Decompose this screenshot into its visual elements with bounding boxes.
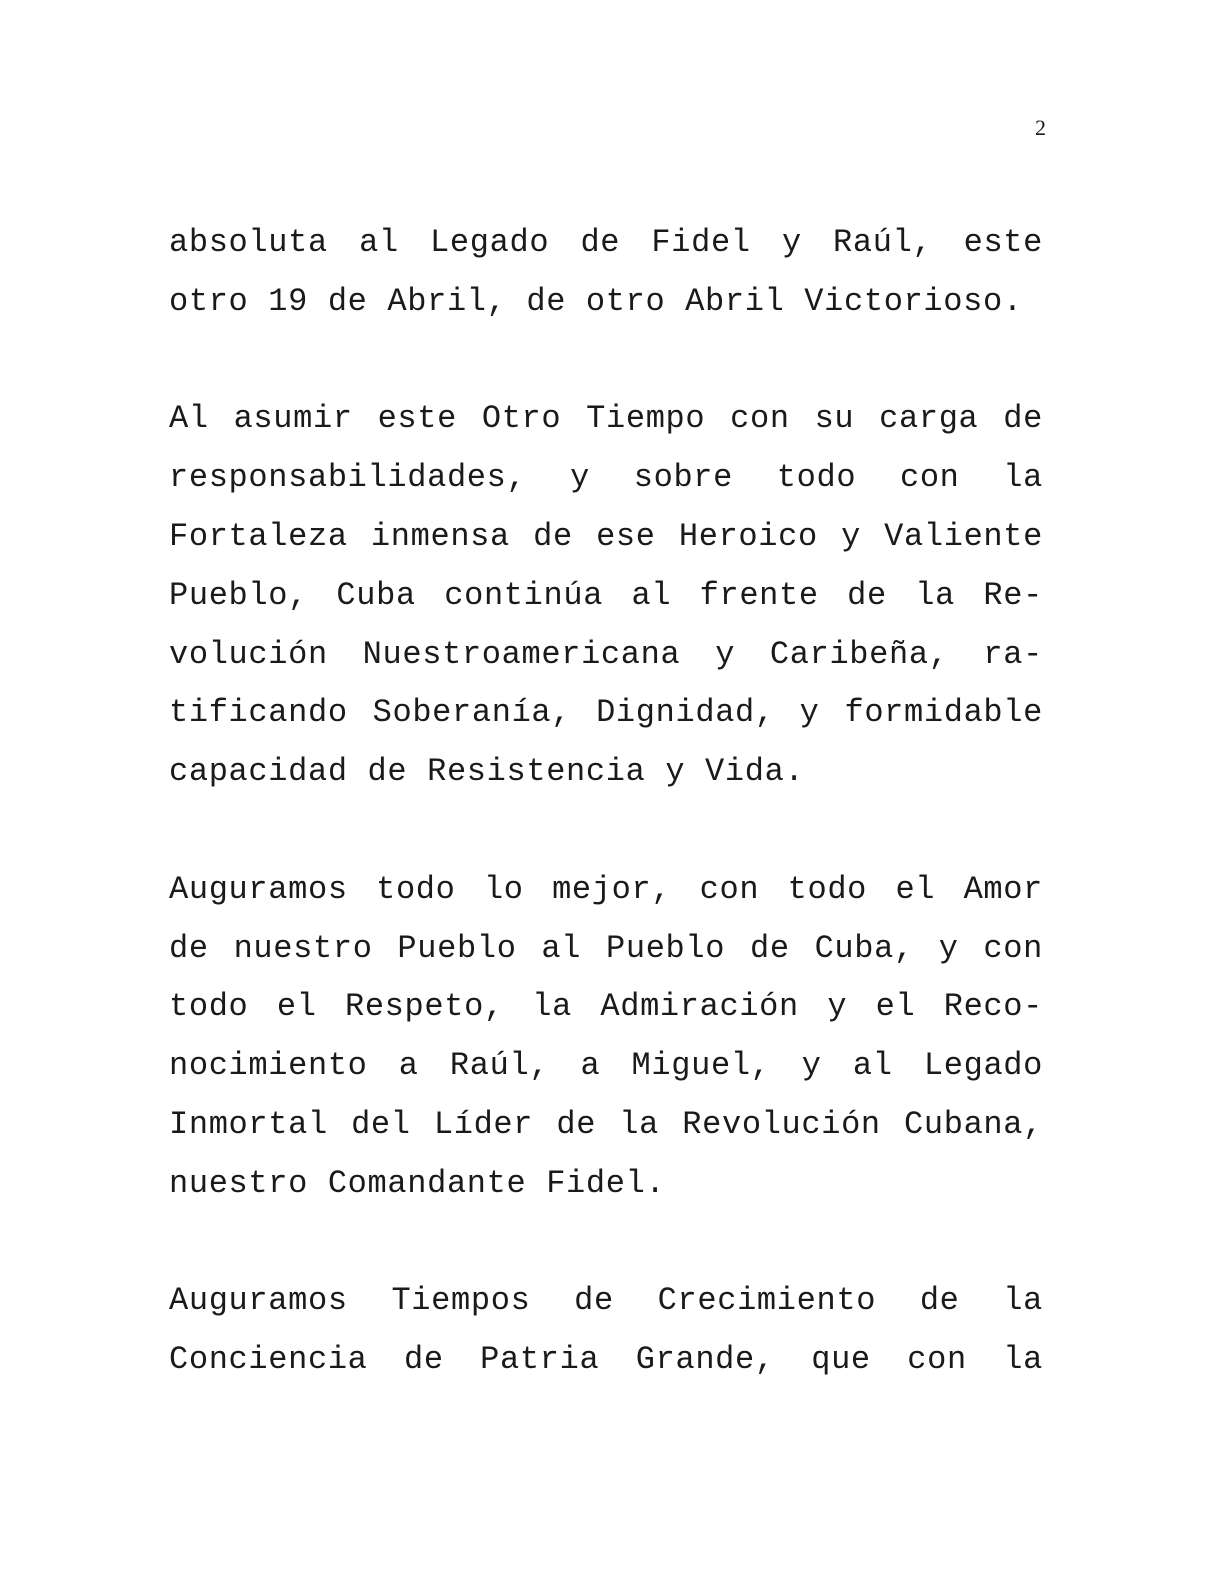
text-line: tificando Soberanía, Dignidad, y formidable [169,694,1043,732]
body-text [169,214,1043,1449]
paragraph-2 [169,390,1043,802]
text-line: todo el Respeto, la Admiración y el Reco- [169,988,1043,1026]
text-line: absoluta al Legado de Fidel y Raúl, este [169,224,1043,261]
text-line: de nuestro Pueblo al Pueblo de Cuba, y con [169,929,1043,967]
text-line: volución Nuestroamericana y Caribeña, ra- [169,635,1043,673]
paragraph-3 [169,861,1043,1214]
page-number: 2 [1035,115,1046,140]
text-line: otro 19 de Abril, de otro Abril Victorioso. [169,282,1023,320]
text-line: Pueblo, Cuba continúa al frente de la Re- [169,576,1043,614]
text-line: nuestro Comandante Fidel. [169,1164,666,1202]
text-line: Conciencia de Patria Grande, que con la [169,1341,1043,1379]
text-line: responsabilidades, y sobre todo con la [169,459,1043,497]
text-line: Fortaleza inmensa de ese Heroico y Valiente [169,517,1043,555]
text-line: nocimiento a Raúl, a Miguel, y al Legado [169,1047,1043,1085]
text-line: Auguramos todo lo mejor, con todo el Amor [169,870,1043,908]
text-line: Inmortal del Líder de la Revolución Cubana, [169,1105,1043,1143]
text-line: capacidad de Resistencia y Vida. [169,753,805,791]
paragraph-1 [169,214,1043,332]
paragraph-4 [169,1272,1043,1390]
text-line: Auguramos Tiempos de Crecimiento de la [169,1282,1043,1320]
text-line: Al asumir este Otro Tiempo con su carga de [169,400,1043,438]
